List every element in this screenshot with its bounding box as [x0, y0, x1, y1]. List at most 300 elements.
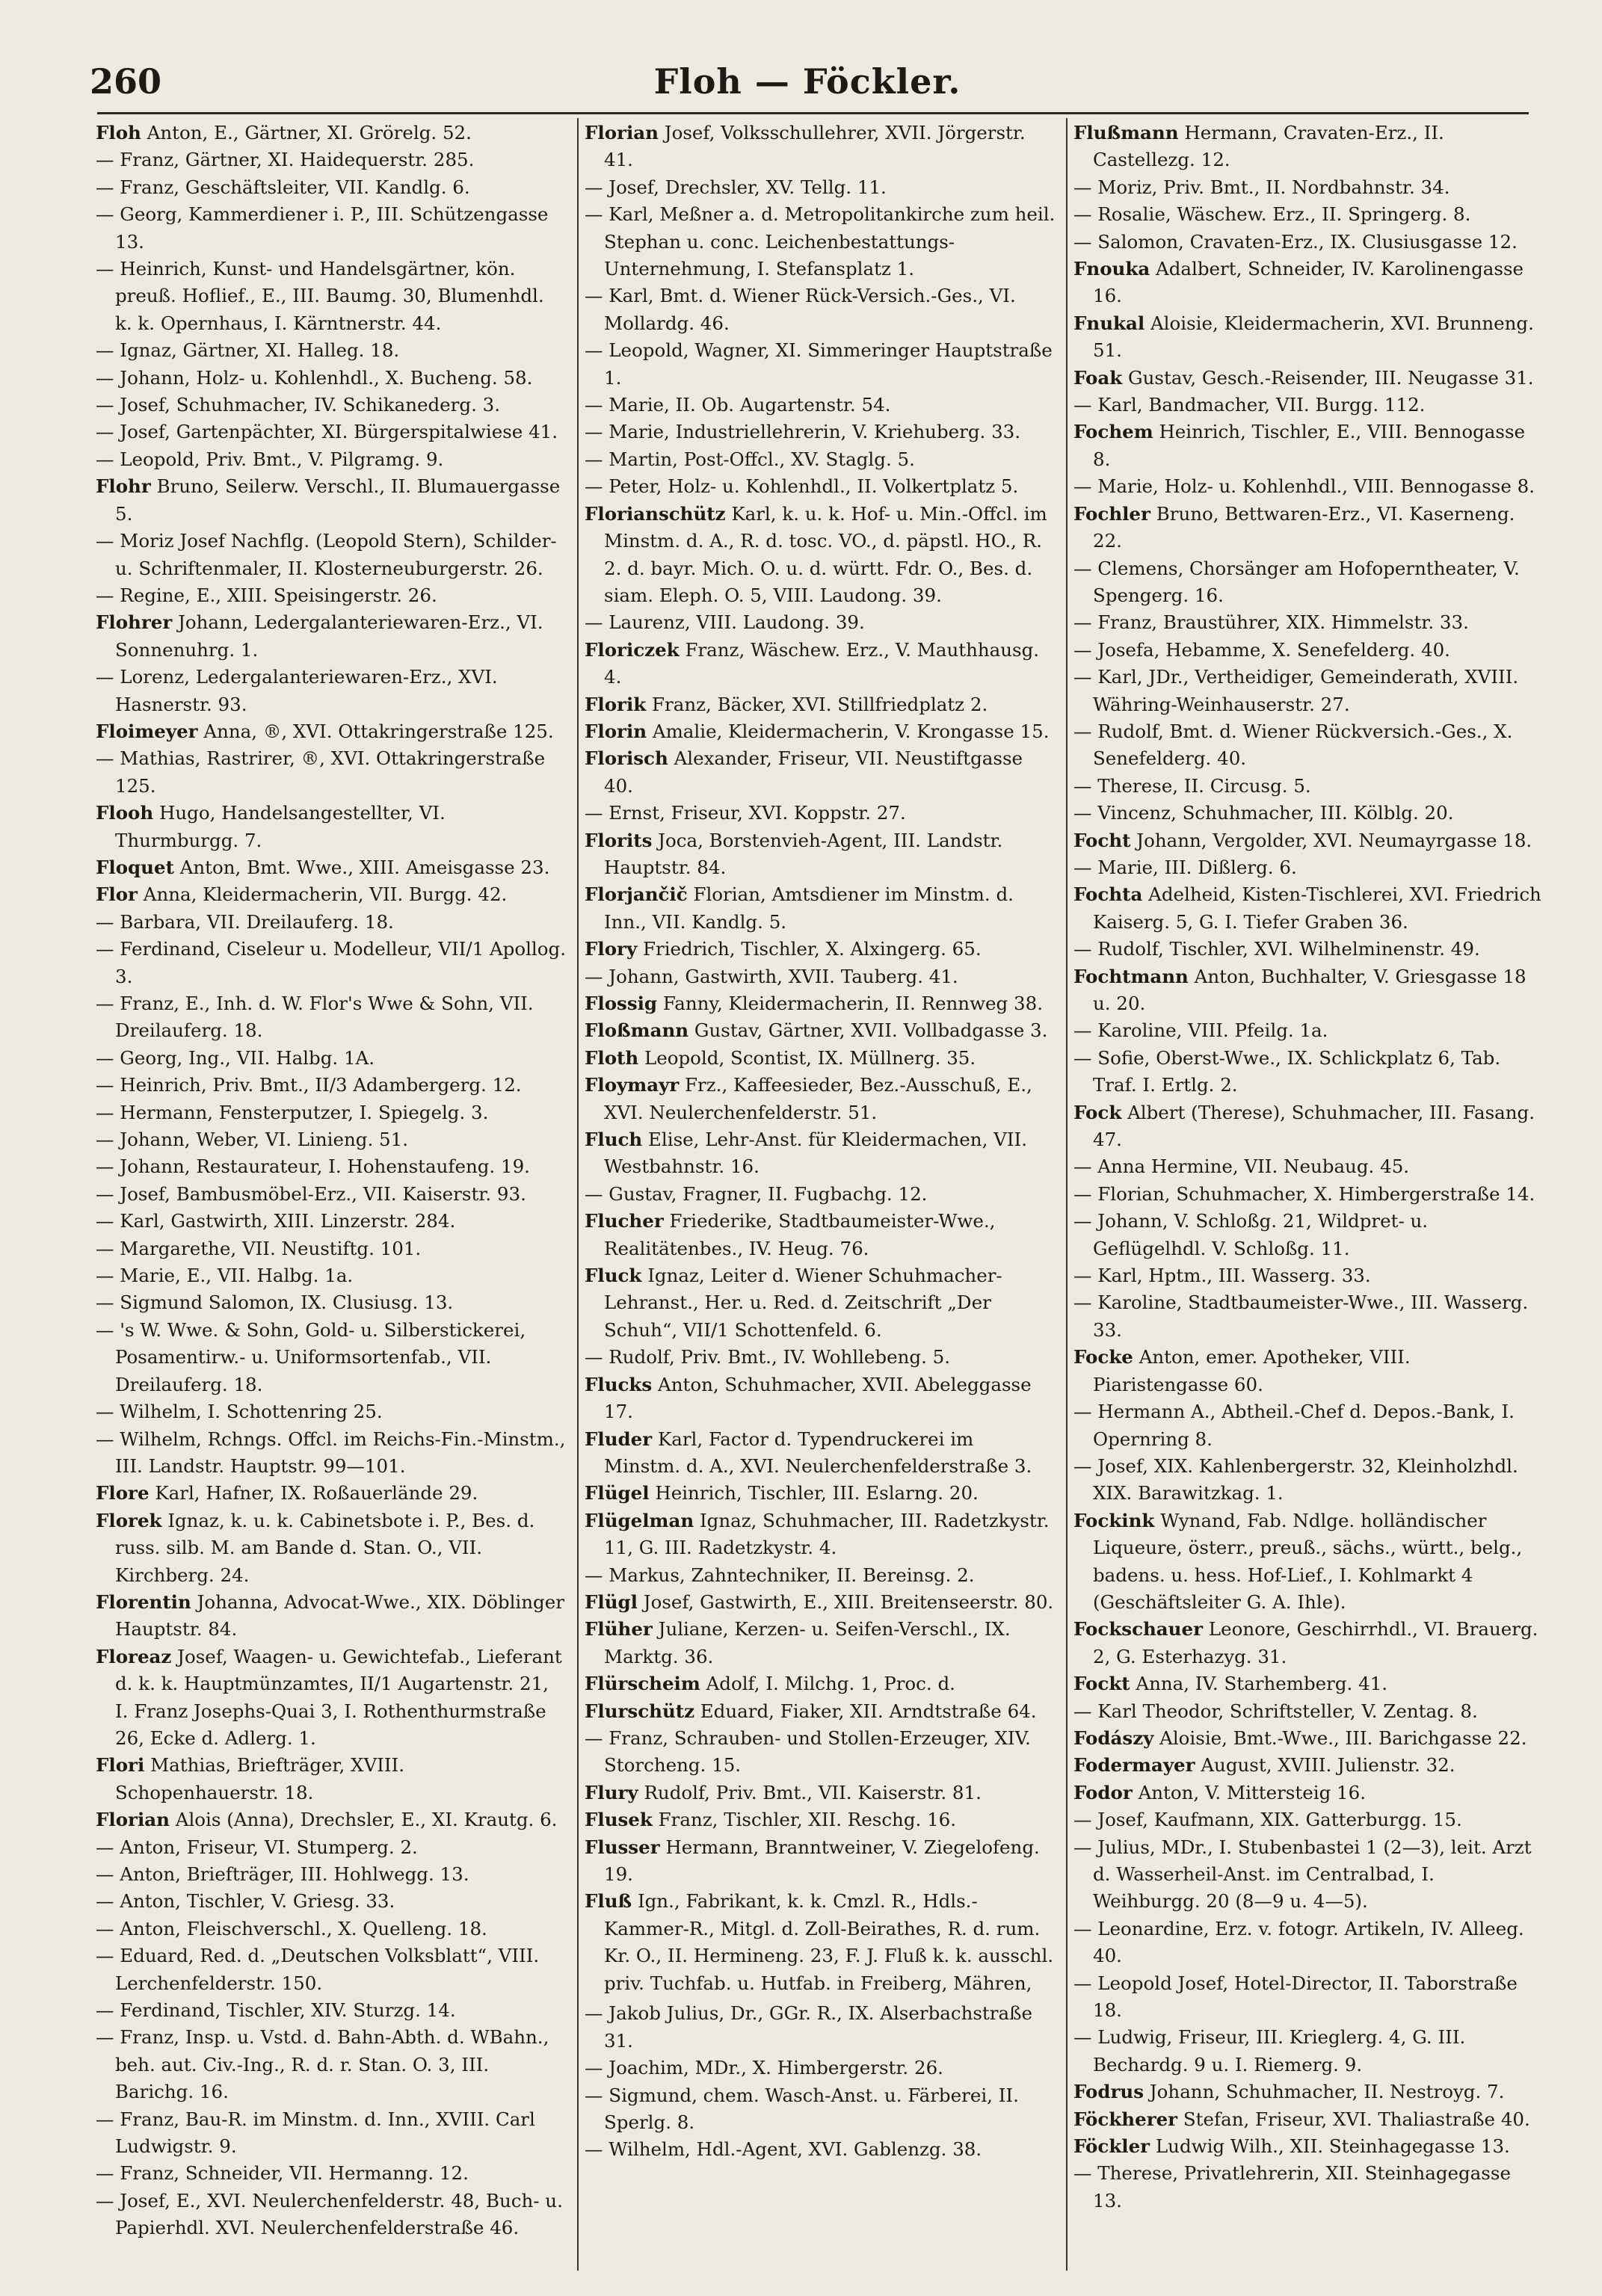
entry-details: — Johann, Restaurateur, I. Hohenstaufeng. 19. [96, 1155, 530, 1178]
entry-details: — Franz, Insp. u. Vstd. d. Bahn-Abth. d. WBahn., beh. aut. Civ.-Ing., R. d. r. Stan. O. 3, III. Barichg. 16. [96, 2026, 549, 2103]
entry-details: — Karl Theodor, Schriftsteller, V. Zentag. 8. [1073, 1700, 1478, 1722]
directory-entry [585, 1181, 1056, 1208]
entry-surname: Flooh [96, 802, 154, 824]
directory-entry [1073, 609, 1544, 636]
entry-details: — Therese, II. Circusg. 5. [1073, 774, 1311, 797]
directory-entry [585, 2136, 1056, 2163]
entry-details: — Marie, E., VII. Halbg. 1a. [96, 1265, 354, 1287]
directory-entry [1073, 800, 1544, 827]
entry-surname: Fodászy [1073, 1726, 1154, 1749]
entry-details: Ign., Fabrikant, k. k. Cmzl. R., Hdls.-Kammer-R., Mitgl. d. Zoll-Beirathes, R. d. rum. Kr. O., II. Hermineng. 23, F. J. Fluß k. k. ausschl. priv. Tuchfab. u. Hutfab. in Freiberg, Mähren, [604, 1890, 1054, 1994]
entry-details: Anna, Kleidermacherin, VII. Burgg. 42. [143, 883, 508, 906]
directory-entry [585, 800, 1056, 827]
entry-details: Johann, Schuhmacher, II. Nestroyg. 7. [1149, 2081, 1505, 2103]
entry-details: Karl, k. u. k. Hof- u. Min.-Offcl. im Minstm. d. A., R. d. tosc. VO., d. päpstl. HO., R. 2. d. bayr. Mich. O. u. d. württ. Fdr. O., Bes. d. siam. Eleph. O. 5, VIII. Laudong. 39. [604, 502, 1047, 606]
entry-details: Josef, Waagen- u. Gewichtefab., Lieferant d. k. k. Hauptmünzamtes, II/1 Augartenstr. 21, I. Franz Josephs-Quai 3, I. Rothenthurmstraße 26, Ecke d. Adlerg. 1. [115, 1645, 562, 1749]
page-header [90, 61, 1525, 114]
entry-details: — Rudolf, Bmt. d. Wiener Rückversich.-Ges., X. Senefelderg. 40. [1073, 720, 1513, 770]
directory-entry [96, 446, 567, 473]
directory-entry [96, 990, 567, 1045]
directory-entry [1073, 1262, 1544, 1289]
entry-details: — Anna Hermine, VII. Neubaug. 45. [1073, 1155, 1410, 1178]
entry-surname: Flusek [585, 1809, 653, 1831]
directory-entry [1073, 1834, 1544, 1916]
directory-entry [1073, 1698, 1544, 1725]
entry-details: — Johann, Gastwirth, XVII. Tauberg. 41. [585, 965, 958, 987]
entry-details: Juliane, Kerzen- u. Seifen-Verschl., IX. Marktg. 36. [604, 1618, 1011, 1667]
entry-details: — Salomon, Cravaten-Erz., IX. Clusiusgasse 12. [1073, 230, 1518, 253]
entry-details: — Leopold Josef, Hotel-Director, II. Taborstraße 18. [1073, 1972, 1518, 2022]
entry-surname: Flucks [585, 1373, 653, 1395]
directory-entry [96, 1861, 567, 1888]
entry-details: Anton, Buchhalter, V. Griesgasse 18 u. 20. [1093, 965, 1526, 1014]
entry-surname: Flurschütz [585, 1700, 694, 1722]
entry-details: — Karl, Gastwirth, XIII. Linzerstr. 284. [96, 1210, 456, 1232]
entry-surname: Flory [585, 938, 638, 960]
entry-details: Friedrich, Tischler, X. Alxingerg. 65. [642, 938, 982, 960]
entry-details: — Rudolf, Tischler, XVI. Wilhelminenstr. 49. [1073, 938, 1480, 960]
page-title: Floh — Föckler. [653, 61, 961, 102]
entry-details: — Eduard, Red. d. „Deutschen Volksblatt“, VIII. Lerchenfelderstr. 150. [96, 1945, 540, 1994]
entry-surname: Flüher [585, 1618, 653, 1641]
directory-entry [1073, 1017, 1544, 1044]
directory-entry [96, 146, 567, 173]
directory-entry [96, 1942, 567, 1997]
directory-entry [96, 854, 567, 881]
directory-entry [96, 1752, 567, 1806]
directory-entry [1073, 881, 1544, 936]
entry-details: — Hermann, Fensterputzer, I. Spiegelg. 3. [96, 1101, 489, 1123]
entry-surname: Flohrer [96, 611, 173, 634]
entry-details: — Franz, Schneider, VII. Hermanng. 12. [96, 2162, 469, 2185]
directory-entry [1073, 963, 1544, 1018]
directory-entry [1073, 1453, 1544, 1507]
directory-entry [1073, 473, 1544, 500]
entry-details: — Georg, Kammerdiener i. P., III. Schützengasse 13. [96, 203, 549, 253]
directory-entry [1073, 2024, 1544, 2079]
directory-entry [1073, 854, 1544, 881]
directory-entry [96, 1317, 567, 1398]
directory-entry [585, 1562, 1056, 1589]
entry-surname: Focht [1073, 829, 1131, 851]
directory-entry [1073, 229, 1544, 256]
directory-entry [96, 2160, 567, 2187]
entry-details: Karl, Hafner, IX. Roßauerlände 29. [155, 1482, 478, 1505]
directory-entry [1073, 419, 1544, 473]
entry-surname: Florianschütz [585, 502, 726, 525]
directory-entry [1073, 365, 1544, 392]
directory-entry [1073, 718, 1544, 773]
column-divider [577, 118, 579, 2271]
directory-column-1 [96, 120, 567, 2272]
entry-details: — Mathias, Rastrirer, ®, XVI. Ottakringerstraße 125. [96, 747, 546, 797]
entry-surname: Florek [96, 1509, 162, 1531]
entry-details: — Marie, Industriellehrerin, V. Kriehuberg. 33. [585, 421, 1021, 443]
entry-surname: Fluder [585, 1428, 653, 1450]
entry-details: Anton, Bmt. Wwe., XIII. Ameisgasse 23. [179, 856, 550, 878]
directory-entry [96, 1426, 567, 1481]
entry-details: Adolf, I. Milchg. 1, Proc. d. [706, 1673, 955, 1695]
entry-surname: Florentin [96, 1590, 191, 1613]
entry-details: — Ludwig, Friseur, III. Krieglerg. 4, G. III. Bechardg. 9 u. I. Riemerg. 9. [1073, 2026, 1466, 2076]
entry-details: — Therese, Privatlehrerin, XII. Steinhagegasse 13. [1073, 2162, 1511, 2212]
entry-surname: Floh [96, 122, 141, 144]
entry-details: Bruno, Seilerw. Verschl., II. Blumauergasse 5. [115, 475, 561, 525]
entry-details: — Ignaz, Gärtner, XI. Halleg. 18. [96, 339, 400, 362]
directory-entry [96, 1289, 567, 1316]
directory-entry [585, 1045, 1056, 1072]
directory-entry [1073, 2160, 1544, 2215]
entry-surname: Fockt [1073, 1673, 1130, 1695]
entry-details: — Margarethe, VII. Neustiftg. 101. [96, 1237, 422, 1259]
directory-entry [1073, 1153, 1544, 1180]
entry-surname: Flossig [585, 993, 658, 1014]
directory-entry [585, 1507, 1056, 1562]
entry-details: — Anton, Fleischverschl., X. Quelleng. 18. [96, 1917, 487, 1939]
directory-entry [585, 174, 1056, 201]
entry-details: — Julius, MDr., I. Stubenbastei 1 (2—3), leit. Arzt d. Wasserheil-Anst. im Centralbad, I. Weihburgg. 20 (8—9 u. 4—5). [1073, 1836, 1532, 1913]
directory-entry [1073, 827, 1544, 854]
entry-surname: Floimeyer [96, 720, 198, 742]
entry-details: — Josefa, Hebamme, X. Senefelderg. 40. [1073, 638, 1450, 661]
directory-entry [585, 745, 1056, 800]
directory-entry [96, 1153, 567, 1180]
directory-entry [96, 473, 567, 528]
entry-surname: Flusser [585, 1836, 660, 1858]
directory-entry [1073, 1344, 1544, 1398]
entry-surname: Flori [96, 1754, 145, 1777]
directory-entry [1073, 637, 1544, 664]
entry-surname: Fluß [585, 1890, 632, 1913]
entry-surname: Fluch [585, 1129, 643, 1151]
entry-details: Ignaz, k. u. k. Cabinetsbote i. P., Bes. d. russ. silb. M. am Bande d. Stan. O., VII. Kirchberg. 24. [115, 1509, 535, 1586]
directory-entry [1073, 664, 1544, 718]
entry-details: Rudolf, Priv. Bmt., VII. Kaiserstr. 81. [644, 1781, 982, 1803]
directory-entry [585, 637, 1056, 691]
directory-entry [96, 745, 567, 800]
directory-entry [585, 1888, 1056, 2000]
directory-entry [1073, 1208, 1544, 1262]
entry-details: — Franz, Geschäftsleiter, VII. Kandlg. 6. [96, 176, 470, 198]
directory-entry [96, 718, 567, 745]
directory-entry [585, 1834, 1056, 1889]
entry-details: Ignaz, Leiter d. Wiener Schuhmacher-Lehranst., Her. u. Red. d. Zeitschrift „Der Schuh“, VII/1 Schottenfeld. 6. [604, 1265, 1002, 1341]
entry-details: Anton, V. Mittersteig 16. [1138, 1781, 1366, 1803]
directory-entry [96, 1208, 567, 1235]
entry-details: — Marie, III. Dißlerg. 6. [1073, 856, 1297, 878]
directory-entry [96, 174, 567, 201]
directory-entry [585, 473, 1056, 500]
entry-surname: Florin [585, 720, 647, 742]
entry-details: Anton, E., Gärtner, XI. Grörelg. 52. [147, 122, 472, 144]
directory-entry [585, 1017, 1056, 1044]
entry-details: Anton, Schuhmacher, XVII. Abeleggasse 17. [604, 1373, 1032, 1423]
entry-surname: Floquet [96, 856, 174, 878]
entry-details: — Anton, Briefträger, III. Hohlwegg. 13. [96, 1863, 469, 1885]
entry-details: Florian, Amtsdiener im Minstm. d. Inn., VII. Kandlg. 5. [604, 883, 1014, 933]
entry-surname: Flohr [96, 475, 151, 498]
entry-surname: Florian [96, 1809, 170, 1831]
directory-entry [96, 800, 567, 854]
entry-surname: Floriczek [585, 638, 680, 661]
entry-details: — Karl, Bmt. d. Wiener Rück-Versich.-Ges., VI. Mollardg. 46. [585, 285, 1016, 334]
entry-details: — Georg, Ing., VII. Halbg. 1A. [96, 1046, 375, 1069]
directory-entry [585, 1371, 1056, 1426]
directory-entry [96, 419, 567, 445]
directory-entry [585, 446, 1056, 473]
entry-details: — Heinrich, Kunst- und Handelsgärtner, kön. preuß. Hoflief., E., III. Baumg. 30, Blumenhdl. k. k. Opernhaus, I. Kärntnerstr. 44. [96, 258, 544, 334]
entry-details: — Rudolf, Priv. Bmt., IV. Wohllebeng. 5. [585, 1346, 951, 1368]
entry-details: — Ferdinand, Ciseleur u. Modelleur, VII/1 Apollog. 3. [96, 938, 566, 987]
entry-details: Joca, Borstenvieh-Agent, III. Landstr. Hauptstr. 84. [604, 829, 1003, 878]
directory-entry [585, 609, 1056, 636]
directory-entry [585, 419, 1056, 445]
entry-details: — Florian, Schuhmacher, X. Himbergerstraße 14. [1073, 1182, 1535, 1205]
entry-details: Fanny, Kleidermacherin, II. Rennweg 38. [662, 993, 1043, 1014]
directory-entry [1073, 1916, 1544, 1970]
entry-surname: Floßmann [585, 1019, 689, 1042]
directory-entry [585, 1725, 1056, 1780]
entry-details: — Hermann A., Abtheil.-Chef d. Depos.-Bank, I. Opernring 8. [1073, 1401, 1515, 1450]
entry-surname: Fodor [1073, 1781, 1133, 1803]
directory-entry [585, 1126, 1056, 1181]
entry-details: — Lorenz, Ledergalanteriewaren-Erz., XVI. Hasnerstr. 93. [96, 666, 498, 715]
directory-entry [1073, 1670, 1544, 1697]
directory-entry [1073, 1289, 1544, 1344]
directory-entry [96, 1507, 567, 1589]
directory-entry [585, 1698, 1056, 1725]
entry-surname: Fluck [585, 1265, 642, 1287]
entry-details: — Johann, Holz- u. Kohlenhdl., X. Bucheng. 58. [96, 366, 533, 389]
entry-details: — Josef, Schuhmacher, IV. Schikanederg. 3. [96, 394, 501, 416]
entry-details: — Karl, Hptm., III. Wasserg. 33. [1073, 1265, 1371, 1287]
entry-details: — Sigmund, chem. Wasch-Anst. u. Färberei, II. Sperlg. 8. [585, 2084, 1019, 2134]
directory-entry [96, 909, 567, 936]
directory-entry [1073, 1181, 1544, 1208]
directory-entry [1073, 1725, 1544, 1752]
entry-surname: Flore [96, 1482, 150, 1505]
directory-entry [585, 283, 1056, 337]
entry-details: Amalie, Kleidermacherin, V. Krongasse 15. [652, 720, 1050, 742]
entry-details: — Franz, Schrauben- und Stollen-Erzeuger, XIV. Storcheng. 15. [585, 1726, 1031, 1777]
entry-details: Friederike, Stadtbaumeister-Wwe., Realitätenbes., IV. Heug. 76. [604, 1210, 996, 1259]
directory-entry [96, 664, 567, 718]
entry-details: — Anton, Tischler, V. Griesg. 33. [96, 1890, 395, 1913]
entry-details: — 's W. Wwe. & Sohn, Gold- u. Silberstickerei, Posamentirw.- u. Uniformsortenfab., VII. Dreilauferg. 18. [96, 1318, 526, 1395]
directory-entry [585, 1806, 1056, 1833]
directory-entry [585, 881, 1056, 936]
directory-entry [96, 337, 567, 364]
directory-entry [96, 1235, 567, 1262]
directory-entry [585, 337, 1056, 392]
directory-entry [1073, 2133, 1544, 2160]
directory-entry [96, 392, 567, 419]
directory-entry [585, 1426, 1056, 1481]
directory-entry [96, 1398, 567, 1425]
entry-details: — Joachim, MDr., X. Himbergerstr. 26. [585, 2057, 943, 2079]
entry-details: Frz., Kaffeesieder, Bez.-Ausschuß, E., XVI. Neulerchenfelderstr. 51. [604, 1074, 1032, 1123]
entry-details: — Barbara, VII. Dreilauferg. 18. [96, 910, 394, 933]
directory-entry [96, 120, 567, 146]
directory-entry [96, 1181, 567, 1208]
entry-surname: Flor [96, 883, 138, 906]
directory-entry [585, 1072, 1056, 1126]
entry-surname: Floreaz [96, 1645, 172, 1667]
entry-details: Gustav, Gesch.-Reisender, III. Neugasse 31. [1128, 366, 1534, 389]
entry-details: — Ernst, Friseur, XVI. Koppstr. 27. [585, 802, 906, 824]
entry-details: — Vincenz, Schuhmacher, III. Kölblg. 20. [1073, 802, 1454, 824]
directory-entry [585, 2055, 1056, 2081]
entry-surname: Fock [1073, 1101, 1122, 1123]
directory-entry [1073, 1507, 1544, 1617]
entry-details: — Heinrich, Priv. Bmt., II/3 Adambergerg. 12. [96, 1074, 522, 1096]
entry-details: Adalbert, Schneider, IV. Karolinengasse 16. [1093, 258, 1524, 307]
directory-entry [1073, 1806, 1544, 1833]
entry-details: — Sigmund Salomon, IX. Clusiusg. 13. [96, 1292, 454, 1314]
entry-details: Alois (Anna), Drechsler, E., XI. Krautg. 6. [175, 1809, 558, 1831]
directory-entry [96, 2188, 567, 2242]
entry-details: — Marie, Holz- u. Kohlenhdl., VIII. Bennogasse 8. [1073, 475, 1535, 498]
entry-details: Johann, Ledergalanteriewaren-Erz., VI. Sonnenuhrg. 1. [115, 611, 543, 661]
entry-surname: Fockink [1073, 1509, 1155, 1531]
directory-entry [585, 1344, 1056, 1371]
directory-entry [1073, 1099, 1544, 1154]
header-rule [97, 112, 1529, 114]
directory-entry [1073, 2106, 1544, 2133]
directory-entry [96, 2106, 567, 2161]
directory-entry [96, 881, 567, 908]
entry-details: — Franz, Bau-R. im Minstm. d. Inn., XVIII. Carl Ludwigstr. 9. [96, 2108, 535, 2158]
directory-entry [585, 1589, 1056, 1616]
entry-surname: Floth [585, 1046, 639, 1069]
entry-details: Stefan, Friseur, XVI. Thaliastraße 40. [1183, 2108, 1530, 2130]
page-number: 260 [90, 61, 162, 102]
entry-details: Alexander, Friseur, VII. Neustiftgasse 40. [604, 747, 1023, 797]
entry-details: — Anton, Friseur, VI. Stumperg. 2. [96, 1836, 418, 1858]
entry-details: Aloisie, Kleidermacherin, XVI. Brunneng. 51. [1093, 312, 1534, 362]
entry-surname: Flügl [585, 1590, 638, 1613]
entry-surname: Floymayr [585, 1074, 680, 1096]
entry-details: — Josef, XIX. Kahlenbergerstr. 32, Kleinholzhdl. XIX. Barawitzkag. 1. [1073, 1454, 1518, 1505]
entry-details: Johanna, Advocat-Wwe., XIX. Döblinger Hauptstr. 84. [115, 1590, 564, 1641]
entry-details: — Peter, Holz- u. Kohlenhdl., II. Volkertplatz 5. [585, 475, 1019, 498]
directory-entry [585, 827, 1056, 882]
directory-entry [96, 1589, 567, 1644]
directory-entry [1073, 256, 1544, 310]
entry-details: Ignaz, Schuhmacher, III. Radetzkystr. 11, G. III. Radetzkystr. 4. [604, 1509, 1050, 1559]
entry-details: — Leopold, Priv. Bmt., V. Pilgramg. 9. [96, 448, 444, 470]
directory-entry [96, 936, 567, 990]
entry-details: Hermann, Branntweiner, V. Ziegelofeng. 19. [604, 1836, 1040, 1885]
entry-details: Albert (Therese), Schuhmacher, III. Fasang. 47. [1093, 1101, 1535, 1151]
directory-entry [96, 1072, 567, 1099]
directory-entry [96, 1888, 567, 1915]
directory-entry [1073, 1045, 1544, 1099]
entry-details: — Franz, Gärtner, XI. Haidequerstr. 285. [96, 149, 475, 171]
entry-surname: Florian [585, 122, 659, 144]
entry-details: — Josef, Kaufmann, XIX. Gatterburgg. 15. [1073, 1809, 1462, 1831]
entry-details: — Leonardine, Erz. v. fotogr. Artikeln, IV. Alleeg. 40. [1073, 1917, 1524, 1967]
entry-details: Ludwig Wilh., XII. Steinhagegasse 13. [1155, 2135, 1510, 2158]
entry-surname: Fockschauer [1073, 1618, 1203, 1641]
entry-details: Wynand, Fab. Ndlge. holländischer Liqueure, österr., preuß., sächs., württ., belg., badens. u. hess. Hof-Lief., I. Kohlmarkt 4 (Geschäftsleiter G. A. Ihle). [1093, 1509, 1523, 1613]
entry-details: — Karl, JDr., Vertheidiger, Gemeinderath, XVIII. Währing-Weinhauserstr. 27. [1073, 666, 1519, 715]
entry-details: — Karl, Meßner a. d. Metropolitankirche zum heil. Stephan u. conc. Leichenbestattungs-Unternehmung, I. Stefansplatz 1. [585, 203, 1056, 280]
entry-details: — Johann, Weber, VI. Linieng. 51. [96, 1129, 409, 1151]
entry-surname: Florjančič [585, 883, 688, 906]
directory-entry [1073, 1752, 1544, 1779]
entry-details: — Wilhelm, Hdl.-Agent, XVI. Gablenzg. 38. [585, 2138, 982, 2161]
directory-entry [1073, 310, 1544, 365]
entry-details: — Regine, E., XIII. Speisingerstr. 26. [96, 584, 437, 606]
directory-entry [585, 1616, 1056, 1670]
directory-entry [585, 1480, 1056, 1507]
directory-entry [1073, 1970, 1544, 2025]
directory-entry [96, 1099, 567, 1126]
entry-surname: Flügelman [585, 1509, 694, 1531]
directory-entry [585, 2000, 1056, 2055]
entry-surname: Fnukal [1073, 312, 1145, 334]
directory-entry [585, 120, 1056, 174]
directory-entry [1073, 201, 1544, 228]
entry-surname: Fnouka [1073, 258, 1150, 280]
entry-surname: Fochtmann [1073, 965, 1189, 987]
directory-entry [1073, 936, 1544, 963]
entry-details: — Franz, E., Inh. d. W. Flor's Wwe & Sohn, VII. Dreilauferg. 18. [96, 993, 534, 1042]
directory-entry [1073, 2079, 1544, 2105]
entry-details: Anna, IV. Starhemberg. 41. [1136, 1673, 1388, 1695]
entry-details: — Josef, Drechsler, XV. Tellg. 11. [585, 176, 887, 198]
entry-surname: Flury [585, 1781, 638, 1803]
entry-surname: Florits [585, 829, 653, 851]
directory-entry [1073, 1616, 1544, 1670]
entry-details: Anna, ®, XVI. Ottakringerstraße 125. [203, 720, 554, 742]
entry-details: Eduard, Fiaker, XII. Arndtstraße 64. [700, 1700, 1037, 1722]
entry-surname: Fochem [1073, 421, 1153, 443]
entry-details: Adelheid, Kisten-Tischlerei, XVI. Friedrich Kaiserg. 5, G. I. Tiefer Graben 36. [1093, 883, 1541, 933]
entry-details: — Karl, Bandmacher, VII. Burgg. 112. [1073, 394, 1426, 416]
directory-entry [585, 1780, 1056, 1806]
directory-entry [1073, 1398, 1544, 1453]
entry-details: Elise, Lehr-Anst. für Kleidermachen, VII. Westbahnstr. 16. [604, 1129, 1027, 1178]
entry-surname: Fochler [1073, 502, 1150, 525]
directory-entry [585, 1670, 1056, 1697]
entry-details: — Josef, Bambusmöbel-Erz., VII. Kaiserstr. 93. [96, 1182, 526, 1205]
directory-entry [96, 256, 567, 337]
entry-details: — Josef, Gartenpächter, XI. Bürgerspitalwiese 41. [96, 421, 558, 443]
entry-details: Anton, emer. Apotheker, VIII. Piaristengasse 60. [1093, 1346, 1411, 1395]
entry-details: Mathias, Briefträger, XVIII. Schopenhauerstr. 18. [115, 1754, 404, 1803]
directory-entry [96, 1834, 567, 1861]
entry-details: Leonore, Geschirrhdl., VI. Brauerg. 2, G. Esterhazyg. 31. [1093, 1618, 1538, 1667]
entry-surname: Flügel [585, 1482, 650, 1505]
directory-column-2 [585, 120, 1056, 2272]
directory-entry [1073, 392, 1544, 419]
directory-entry [585, 718, 1056, 745]
entry-details: Josef, Gastwirth, E., XIII. Breitenseerstr. 80. [643, 1590, 1054, 1613]
entry-surname: Flürscheim [585, 1673, 700, 1695]
entry-details: — Gustav, Fragner, II. Fugbachg. 12. [585, 1182, 928, 1205]
entry-surname: Föckler [1073, 2135, 1150, 2158]
directory-entry [1073, 120, 1544, 174]
directory-entry [96, 1126, 567, 1153]
entry-details: — Moriz, Priv. Bmt., II. Nordbahnstr. 34. [1073, 176, 1450, 198]
entry-surname: Fodrus [1073, 2081, 1144, 2103]
entry-details: Franz, Bäcker, XVI. Stillfriedplatz 2. [652, 693, 988, 715]
directory-entry [585, 392, 1056, 419]
entry-details: Josef, Volksschullehrer, XVII. Jörgerstr. 41. [604, 122, 1026, 171]
entry-details: — Sofie, Oberst-Wwe., IX. Schlickplatz 6, Tab. Traf. I. Ertlg. 2. [1073, 1046, 1501, 1096]
